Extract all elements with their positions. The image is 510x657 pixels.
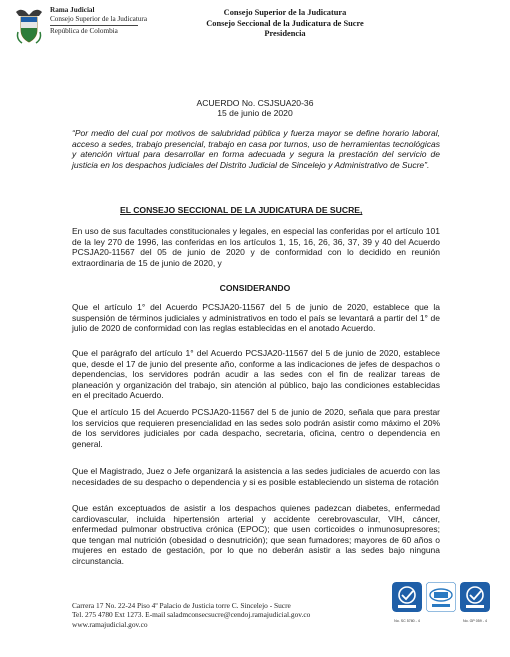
colombia-coat-of-arms-icon — [12, 6, 46, 46]
considerando-paragraph-2: Que el parágrafo del artículo 1° del Acuerdo PCSJA20-11567 del 5 de junio de 2020, establece que, desde el 17 de junio del presente año, conforme a las indicaciones de jefes de despachos o dependencias, los servidores podrán acudir a las sedes con el fin de realizar tareas de planeación y organización del trabajo, sin atención al público, bajo las condiciones establecidas en el precitado Acuerdo. — [72, 348, 440, 400]
intro-paragraph: En uso de sus facultades constitucionales y legales, en especial las conferidas por el artículo 101 de la ley 270 de 1996, las conferidas en los artículos 1, 15, 16, 26, 36, 37, 39 y 40 del Acuerdo PCSJA20-11567 del 05 de junio de 2020 y de conformidad con lo decidido en reunión extraordinaria de 15 de junio de 2020, y — [72, 226, 440, 268]
iso-certification — [392, 582, 422, 630]
gp-certification — [460, 582, 490, 630]
cert-number-1: No. SC 5780 - 4 — [394, 619, 420, 623]
iqnet-certification — [426, 582, 456, 630]
footer-website: www.ramajudicial.gov.co — [72, 619, 148, 629]
letterhead-line-2: Consejo Seccional de la Judicatura de Sucre — [206, 18, 364, 28]
footer-contact — [72, 601, 310, 629]
icontec-iso-9001-icon — [392, 582, 422, 612]
considerando-paragraph-5: Que están exceptuados de asistir a los despachos quienes padezcan diabetes, enfermedad cardiovascular, incluida hipertensión arterial y accidente cerebrovascular, VIH, cáncer, enfermedad pulmonar obstructiva crónica (EPOC); que usen corticoides o inmunosupresores; que tengan mal nutrición (obesidad o desnutrición); que sean fumadores; mayores de 60 años o mujeres en estado de gestación, por lo que no deberán asistir a las sedes bajo ninguna circunstancia. — [72, 503, 440, 566]
rama-judicial-block — [50, 6, 147, 37]
council-heading-text: EL CONSEJO SECCIONAL DE LA JUDICATURA DE SUCRE — [120, 205, 361, 215]
acuerdo-number: ACUERDO No. CSJSUA20-36 — [196, 98, 314, 108]
council-heading-comma: , — [360, 205, 363, 215]
acuerdo-date: 15 de junio de 2020 — [217, 108, 293, 119]
acuerdo-subject: “Por medio del cual por motivos de salubridad pública y fuerza mayor se define horario laboral, acceso a sedes, trabajo presencial, trabajo en casa por turnos, uso de herramientas tecnológicas y atención virtual para desarrollar en forma adecuada y segura la prestación del servicio de justicia en los despachos judiciales del Distrito Judicial de Sincelejo y Administrativo de Sucre”. — [72, 128, 440, 170]
certification-logos — [392, 582, 492, 630]
iqnet-icon — [426, 582, 456, 612]
letterhead-line-1: Consejo Superior de la Judicatura — [223, 8, 347, 17]
footer-phone-email: Tel. 275 4780 Ext 1273. E-mail saladmconsecsucre@cendoj.ramajudicial.gov.co — [72, 610, 311, 620]
divider — [50, 25, 138, 26]
cert-number-2: No. GP 059 - 4 — [463, 619, 487, 623]
letterhead-title — [150, 8, 420, 40]
rama-line: Rama Judicial — [50, 6, 95, 14]
council-heading — [120, 205, 362, 215]
considerando-paragraph-4: Que el Magistrado, Juez o Jefe organizará la asistencia a las sedes judiciales de acuerdo con las necesidades de su despacho o dependencia y si es posible estableciendo un sistema de rotación — [72, 466, 440, 487]
considerando-paragraph-3: Que el artículo 15 del Acuerdo PCSJA20-11567 del 5 de junio de 2020, señala que para prestar los servicios que requieren presencialidad en las sedes solo podrán asistir como máximo el 20% de los servidores judiciales por cada despacho, secretaria, oficina, centro o dependencia en general. — [72, 407, 440, 449]
letterhead-line-3: Presidencia — [264, 29, 306, 39]
footer-address: Carrera 17 No. 22-24 Piso 4º Palacio de Justicia torre C. Sincelejo - Sucre — [72, 601, 291, 610]
considerando-heading: CONSIDERANDO — [219, 283, 291, 293]
consejo-superior-line: Consejo Superior de la Judicatura — [50, 15, 148, 24]
acuerdo-heading — [0, 98, 510, 119]
icontec-gp-1000-icon — [460, 582, 490, 612]
considerando-paragraph-1: Que el artículo 1° del Acuerdo PCSJA20-11567 del 5 de junio de 2020, establece que la suspensión de términos judiciales y administrativos en todo el país se levantará a partir del 1° de julio de 2020 de conformidad con las reglas establecidas en el anotado Acuerdo. — [72, 302, 440, 333]
republica-line: República de Colombia — [50, 27, 118, 36]
